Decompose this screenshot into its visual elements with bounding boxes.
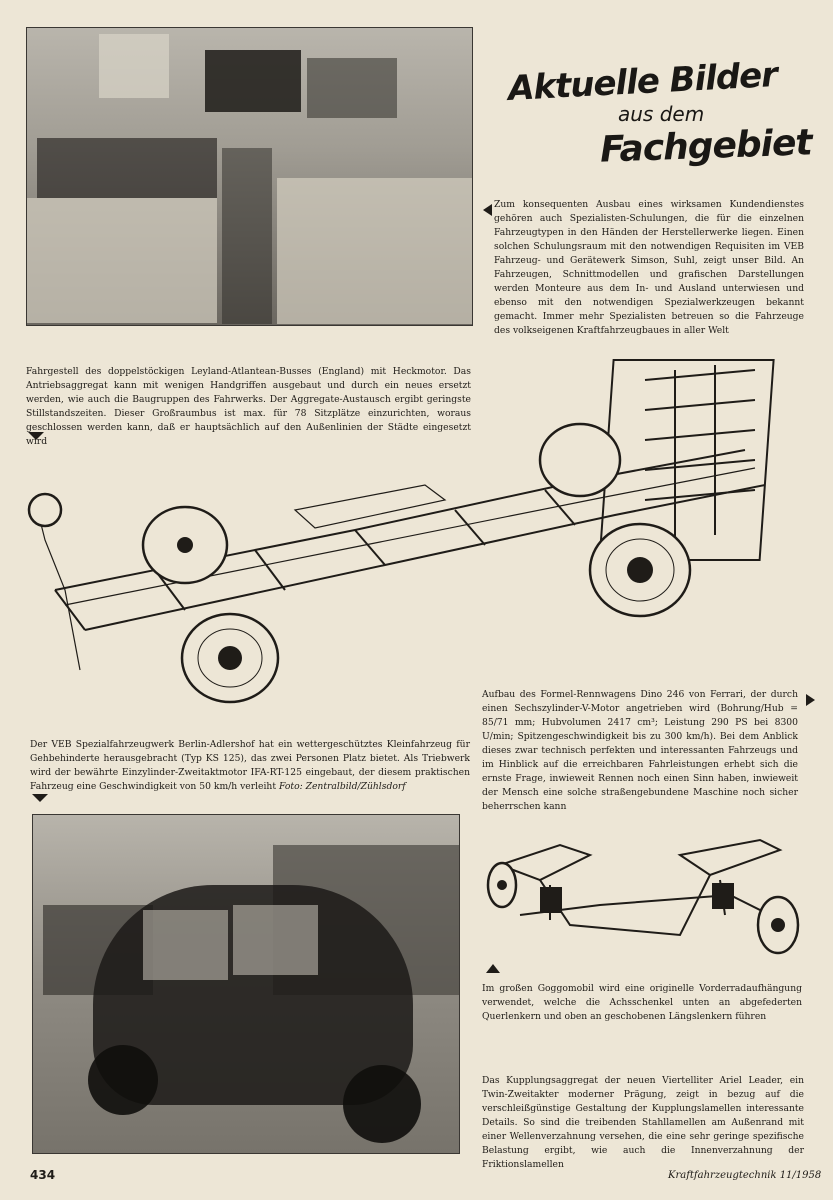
arrow-right-icon <box>806 694 815 706</box>
caption-ariel: Das Kupplungsaggregat der neuen Viertelliter Ariel Leader, ein Twin-Zweitakter moderner Prägung, zeigt in bezug auf die verschleißgünstige Gestaltung der Kupplungslamellen interessante Details. So sind die treibenden Stahllamellen am Außenrand mit einer Wellenverzahnung versehen, die eine sehr geringe spezifische Belastung ergibt, wie auch die Innenverzahnung der Friktionslamellen <box>482 1075 804 1170</box>
photo-kleinfahrzeug <box>32 814 460 1154</box>
photo-schulungsraum <box>26 27 473 326</box>
caption-goggomobil: Im großen Goggomobil wird eine originelle Vorderradaufhängung verwendet, welche die Achsschenkel unten an abgefederten Querlenkern und oben an geschobenen Längslenkern führen <box>482 983 802 1022</box>
heading-line-2: aus dem <box>618 102 705 126</box>
page-heading <box>500 54 813 172</box>
journal-issue: Kraftfahrzeugtechnik 11/1958 <box>668 1170 822 1181</box>
photo-credit: Foto: Zentralbild/Zühlsdorf <box>278 781 406 792</box>
caption-schulung: Zum konsequenten Ausbau eines wirksamen Kundendienstes gehören auch Spezialisten-Schulungen, die für die einzelnen Fahrzeugtypen in den Händen der Herstellerwerke liegen. Einen solchen Schulungsraum mit den notwendigen Requisiten im VEB Fahrzeug- und Gerätewerk Simson, Suhl, zeigt unser Bild. An Fahrzeugen, Schnittmodellen und grafischen Darstellungen werden Monteure aus dem In- und Ausland unterwiesen und ebenso mit den notwendigen Spezialwerkzeugen bekannt gemacht. Immer mehr Spezialisten betreuen so die Fahrzeuge des volkseigenen Kraftfahrzeugbaues in aller Welt <box>494 199 804 336</box>
arrow-down-icon <box>32 794 48 802</box>
leyland-chassis-drawing <box>25 340 805 710</box>
caption-kleinfahrzeug-text: Der VEB Spezialfahrzeugwerk Berlin-Adlershof hat ein wettergeschütztes Kleinfahrzeug für Gehbehinderte herausgebracht (Typ KS 125), das zwei Personen Platz bietet. Als Triebwerk wird der bewährte Einzylinder-Zweitaktmotor IFA-RT-125 eingebaut, der diesem praktischen Fahrzeug eine Geschwindigkeit von 50 km/h verleiht <box>30 739 470 792</box>
arrow-up-icon <box>486 964 500 973</box>
heading-line-3: Fachgebiet <box>599 122 813 171</box>
caption-kleinfahrzeug <box>30 738 470 794</box>
goggomobil-suspension-drawing <box>480 825 810 965</box>
caption-ferrari: Aufbau des Formel-Rennwagens Dino 246 von Ferrari, der durch einen Sechszylinder-V-Motor angetrieben wird (Bohrung/Hub = 85/71 mm; Hubvolumen 2417 cm³; Leistung 290 PS bei 8300 U/min; Spitzengeschwindigkeit bis zu 300 km/h). Bei dem Anblick dieses zwar technisch perfekten und interessanten Fahrzeugs und im Hinblick auf die erreichbaren Fahrleistungen erhebt sich die ernste Frage, inwieweit Rennen noch einen Sinn haben, inwieweit der Mensch eine solche straßengebundene Maschine noch sicher beherrschen kann <box>482 689 798 812</box>
caption-leyland: Fahrgestell des doppelstöckigen Leyland-Atlantean-Busses (England) mit Heckmotor. Das Antriebsaggregat kann mit wenigen Handgriffen ausgebaut und durch ein neues ersetzt werden, wie auch die Baugruppen des Fahrwerks. Der Aggregate-Austausch ergibt geringste Stillstandszeiten. Dieser Großraumbus ist max. für 78 Sitzplätze einzurichten, woraus geschlossen werden kann, daß er hauptsächlich auf den Außenlinien der Städte eingesetzt wird <box>26 366 471 447</box>
arrow-left-icon <box>483 204 492 216</box>
heading-line-1: Aktuelle Bilder <box>507 54 778 110</box>
page-number: 434 <box>30 1168 56 1182</box>
